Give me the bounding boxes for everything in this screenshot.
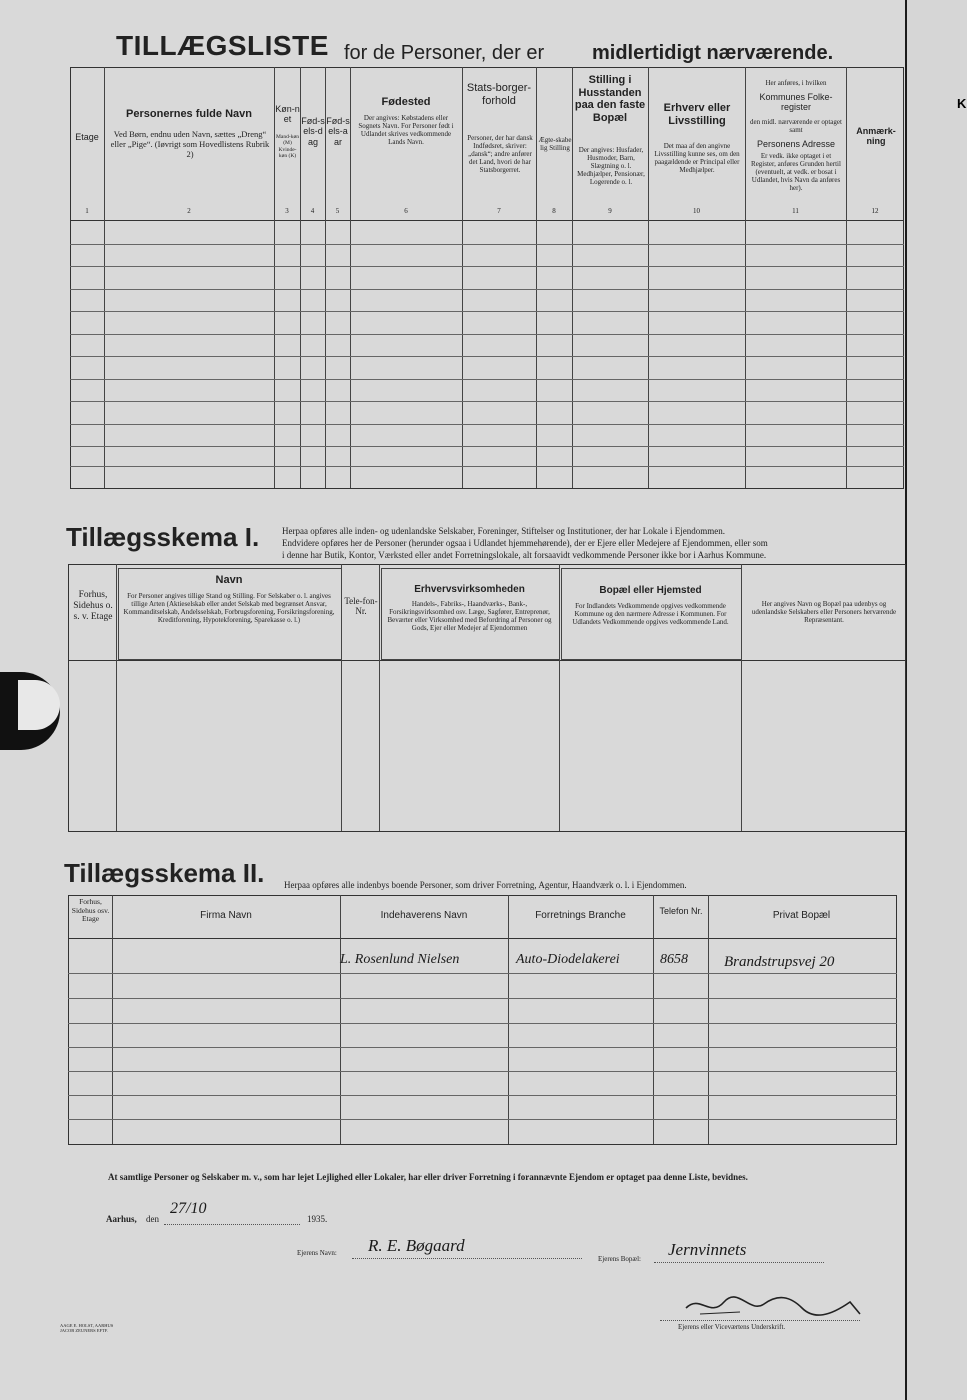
col-name: Personernes fulde Navn (126, 108, 252, 120)
s1-col-etage: Forhus, Sidehus o. s. v. Etage (73, 590, 113, 622)
schema-2-desc: Herpaa opføres alle indenbys boende Personer, som driver Forretning, Agentur, Haandværk o. l. i Ejendommen. (284, 880, 687, 890)
col-register-mid: den midl. nærværende er optaget samt (750, 118, 842, 135)
date-value: 27/10 (170, 1200, 207, 1217)
owner-name-line (352, 1258, 582, 1259)
adjacent-page-letter: K (957, 96, 967, 111)
col-number: 6 (404, 207, 408, 215)
owner-address-line (654, 1262, 824, 1263)
col-birthplace-note: Der angives: Købstadens eller Sognets Navn. For Personer født i Udlandet skrives vedkommende Lands Navn. (358, 114, 454, 147)
s2-phone-value: 8658 (660, 952, 688, 967)
s2-col-branch: Forretnings Branche (535, 910, 626, 921)
col-number: 12 (871, 207, 879, 215)
caretaker-signature (680, 1288, 870, 1324)
col-occupation-note: Det maa af den angivne Livsstilling kunne ses, om den paagældende er Principal eller Medhjælper. (654, 142, 740, 175)
owner-name-label: Ejerens Navn: (297, 1249, 337, 1257)
s2-col-phone: Telefon Nr. (659, 906, 703, 916)
adjacent-page (907, 0, 967, 1400)
col-register-pre: Her anføres, i hvilken (765, 79, 827, 87)
col-gender: Køn-net (275, 104, 300, 125)
s2-col-firm: Firma Navn (200, 910, 252, 921)
schema-2-title: Tillægsskema II. (64, 858, 265, 888)
s1-col-phone: Tele-fon-Nr. (344, 596, 378, 617)
certification-statement: At samtlige Personer og Selskaber m. v., som har lejet Lejlighed eller Lokaler, har eller driver Forretning i forannævnte Ejendom er optaget paa denne Liste, bevidnes. (108, 1172, 748, 1182)
date-line (164, 1224, 300, 1225)
s1-col-residence: Bopæl eller Hjemsted (599, 585, 702, 596)
owner-address-value: Jernvinnets (668, 1240, 747, 1259)
col-number: 8 (552, 207, 556, 215)
s1-col-business-note: Handels-, Fabriks-, Haandværks-, Bank-, Forsikringsvirksomhed osv. Læge, Sagfører, Entreprenør, Beværter eller Virksomhed med Befordring af Personer og Gods, Ejer eller Medejer af Ejendommen (387, 600, 552, 633)
col-name-note: Ved Børn, endnu uden Navn, sættes „Dreng“ eller „Pige“. (Iøvrigt som Hovedlistens Rubrik 2) (110, 129, 270, 159)
s1-col-name: Navn (215, 574, 243, 586)
col-etage: Etage (75, 132, 99, 142)
s1-col-representative: Her angives Navn og Bopæl paa udenbys og udenlandske Selskabers eller Personers herværende Repræsentant. (751, 600, 897, 625)
s2-branch-value: Auto-Diodelakerei (516, 952, 620, 967)
col-birthplace: Fødested (381, 96, 431, 108)
s1-col-residence-note: For Indlandets Vedkommende opgives vedkommende Kommune og den nærmere Adresse i Kommunen. For Udlandets Vedkommende opgives vedkommende Land. (572, 602, 729, 627)
list-subtitle: for de Personer, der er (344, 42, 545, 64)
col-number: 9 (608, 207, 612, 215)
s2-address-value: Brandstrupsvej 20 (724, 954, 835, 970)
col-marital: Ægte-skabelig Stilling (538, 136, 572, 153)
col-address: Personens Adresse (756, 139, 836, 149)
col-birthday: Fød-sels-dag (301, 116, 325, 147)
col-citizenship: Stats-borger-forhold (466, 82, 532, 107)
schema-1-desc-1: Herpaa opføres alle inden- og udenlandske Selskaber, Foreninger, Stiftelser og Institutioner, der har Lokale i Ejendommen. (282, 526, 726, 536)
col-citizenship-note: Personer, der har dansk Indfødsret, skriver: „dansk“; andre anfører det Land, hvori de har Statsborgerret. (467, 134, 533, 175)
col-number: 10 (693, 207, 700, 215)
col-household: Stilling i Husstanden paa den faste Bopæl (574, 74, 646, 124)
s1-col-business: Erhvervsvirksomheden (414, 584, 525, 595)
col-occupation: Erhverv eller Livsstilling (663, 102, 731, 127)
s2-col-address: Privat Bopæl (772, 910, 831, 921)
col-number: 5 (335, 207, 340, 215)
col-address-note: Er vedk. ikke optaget i et Register, anføres Grunden hertil (eventuelt, at vedk. er bosat i Udlandet, hvis Navn da anføres her). (751, 152, 841, 193)
col-household-note: Der angives: Husfader, Husmoder, Barn, Slægtning o. l. Medhjælper, Pensionær, Logerende o. l. (577, 146, 645, 187)
city-label: Aarhus, (106, 1214, 137, 1224)
schema-1-desc-3: i denne har Butik, Kontor, Værksted eller andet Forretningslokale, alt forsaavidt vedkommende Personer ikke bor i Aarhus Kommune. (282, 550, 767, 560)
col-gender-note: Mand-køn (M) Kvinde-køn (K) (276, 134, 299, 159)
list-subtitle-bold: midlertidigt nærværende. (592, 42, 834, 64)
signature-label: Ejerens eller Viceværtens Underskrift. (678, 1323, 786, 1331)
date-label: den (146, 1214, 159, 1224)
col-register: Kommunes Folke-register (759, 92, 833, 113)
schema-2-table (68, 895, 897, 1145)
schema-1-desc-2: Endvidere opføres her de Personer (herunder ogsaa i Udlandet hjemmehørende), der er Ejere eller Medejere af Ejendommen, eller som (282, 538, 768, 548)
s2-col-owner: Indehaverens Navn (380, 910, 468, 921)
col-number: 7 (497, 207, 501, 215)
col-birthyear: Fød-sels-aar (326, 116, 350, 147)
printer-imprint: AAGE E. HOLST, AARHUS JACOB ZEUNERS EFTF. (60, 1323, 114, 1334)
s1-col-name-note: For Personer angives tillige Stand og Stilling. For Selskaber o. l. angives tillige Arten (Aktieselskab eller andet Selskab med begrænset Ansvar, Kommanditselskab, Andelsselskab, Forbrugsforening, Forsikringsforening, Kreditforening, Hypotekforening, Sparekasse o. l.) (123, 592, 335, 625)
year-label: 1935. (307, 1214, 328, 1224)
owner-address-label: Ejerens Bopæl: (598, 1255, 641, 1263)
col-number: 11 (792, 207, 799, 215)
signature-line (660, 1320, 860, 1321)
s2-col-etage: Forhus, Sidehus osv. Etage (71, 897, 110, 924)
col-number: 1 (85, 207, 89, 215)
col-number: 3 (285, 207, 289, 215)
schema-1-title: Tillægsskema I. (66, 522, 260, 552)
col-remarks: Anmærk-ning (856, 126, 896, 147)
list-title: TILLÆGSLISTE (116, 30, 329, 61)
s2-owner-value: L. Rosenlund Nielsen (340, 952, 460, 967)
col-number: 2 (187, 207, 191, 215)
col-number: 4 (310, 207, 315, 215)
owner-name-signature: R. E. Bøgaard (368, 1236, 465, 1255)
